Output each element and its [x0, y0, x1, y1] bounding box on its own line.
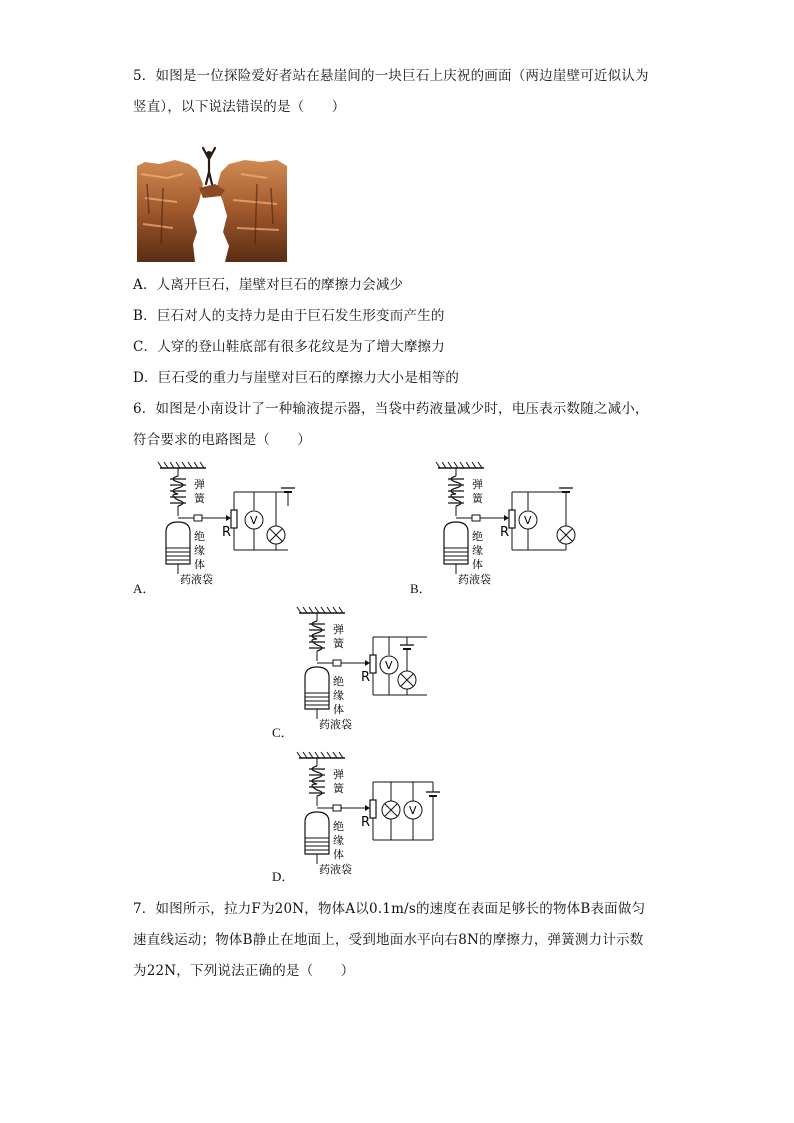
q6-option-b-label: B． [410, 581, 432, 596]
insulator-label-3: 体 [472, 558, 483, 571]
q6-stem-line1: 6．如图是小南设计了一种输液提示器，当袋中药液量减少时，电压表示数随之减小， [133, 401, 649, 417]
q6-option-d-label: D． [272, 869, 295, 884]
q5-option-b: B．巨石对人的支持力是由于巨石发生形变而产生的 [133, 308, 445, 324]
resistor-label: R [361, 670, 371, 685]
bag-label: 药液袋 [319, 718, 352, 731]
bag-label: 药液袋 [180, 573, 213, 586]
resistor-label: R [361, 815, 371, 830]
circuit-diagram-a [150, 460, 310, 588]
insulator-label-3: 体 [333, 703, 344, 716]
insulator-label-2: 缘 [333, 834, 344, 847]
spring-label-2: 簧 [333, 782, 344, 795]
spring-label-2: 簧 [472, 492, 483, 505]
insulator-label-2: 缘 [333, 689, 344, 702]
insulator-label-3: 体 [333, 848, 344, 861]
voltmeter-label: V [250, 514, 258, 527]
insulator-label-2: 缘 [472, 544, 483, 557]
spring-label-2: 簧 [194, 492, 205, 505]
circuit-diagram-b [428, 460, 588, 588]
spring-label-1: 弹 [194, 478, 205, 491]
insulator-label-1: 绝 [333, 675, 344, 688]
cliff-photo [137, 144, 287, 262]
insulator-label-1: 绝 [333, 820, 344, 833]
climber-figure [203, 148, 215, 184]
q6-stem-line2: 符合要求的电路图是（ ） [133, 432, 312, 448]
q7-stem-line3: 为22N，下列说法正确的是（ ） [133, 963, 355, 979]
insulator-label-1: 绝 [472, 530, 483, 543]
q6-option-c-label: C． [272, 725, 294, 740]
insulator-label-1: 绝 [194, 530, 205, 543]
resistor-label: R [222, 525, 232, 540]
q5-option-c: C．人穿的登山鞋底部有很多花纹是为了增大摩擦力 [133, 339, 445, 355]
q5-option-d: D．巨石受的重力与崖壁对巨石的摩擦力大小是相等的 [133, 370, 460, 386]
bag-label: 药液袋 [319, 863, 352, 876]
q5-option-a: A．人离开巨石，崖壁对巨石的摩擦力会减少 [133, 277, 404, 293]
spring-label-1: 弹 [333, 768, 344, 781]
q5-stem-line1: 5．如图是一位探险爱好者站在悬崖间的一块巨石上庆祝的画面（两边崖壁可近似认为 [133, 68, 649, 84]
insulator-label-2: 缘 [194, 544, 205, 557]
resistor-label: R [500, 525, 510, 540]
circuit-diagram-c [289, 605, 449, 733]
q7-stem-line2: 速直线运动；物体B静止在地面上，受到地面水平向右8N的摩擦力，弹簧测力计示数 [133, 932, 644, 948]
spring-label-1: 弹 [472, 478, 483, 491]
voltmeter-label: V [385, 659, 393, 672]
spring-label-1: 弹 [333, 623, 344, 636]
q7-stem-line1: 7．如图所示，拉力F为20N，物体A以0.1m/s的速度在表面足够长的物体B表面做匀 [133, 901, 646, 917]
q5-stem-line2: 竖直），以下说法错误的是（ ） [133, 99, 346, 115]
spring-label-2: 簧 [333, 637, 344, 650]
voltmeter-label: V [524, 514, 532, 527]
circuit-diagram-d [289, 750, 449, 878]
q6-option-a-label: A． [133, 581, 156, 596]
bag-label: 药液袋 [458, 573, 491, 586]
voltmeter-label: V [409, 804, 417, 817]
insulator-label-3: 体 [194, 558, 205, 571]
